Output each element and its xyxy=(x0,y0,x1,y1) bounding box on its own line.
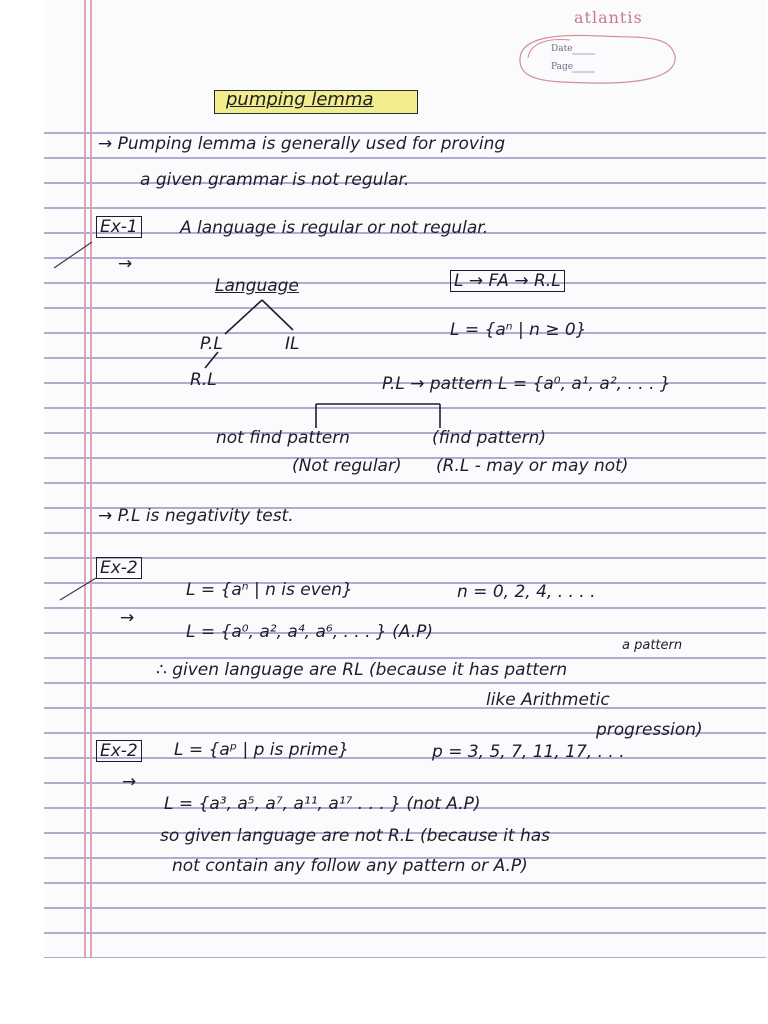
intro-line-1: → Pumping lemma is generally used for proving xyxy=(98,134,506,154)
example-3-label: Ex-2 xyxy=(96,740,142,762)
language-node: Language xyxy=(215,276,299,296)
not-regular-note: (Not regular) xyxy=(292,456,402,476)
example-1-text: A language is regular or not regular. xyxy=(180,218,489,238)
example-2-conclusion-1: ∴ given language are RL (because it has pattern xyxy=(156,660,568,680)
not-find-pattern: not find pattern xyxy=(216,428,350,448)
example-2-n-values: n = 0, 2, 4, . . . . xyxy=(457,582,596,602)
example-3-set: L = {a³, a⁵, a⁷, a¹¹, a¹⁷ . . . } (not A.P) xyxy=(164,794,481,814)
pattern-line: P.L → pattern L = {a⁰, a¹, a², . . . } xyxy=(382,374,671,394)
page-label: Page xyxy=(551,62,574,72)
example-3-conclusion-2: not contain any follow any pattern or A.P) xyxy=(172,856,528,876)
rl-node: R.L xyxy=(190,370,217,390)
flow-box: L → FA → R.L xyxy=(450,270,565,292)
arrow-1: → xyxy=(118,254,133,274)
example-2-conclusion-2: like Arithmetic xyxy=(486,690,610,710)
date-label: Date xyxy=(551,44,573,54)
find-pattern: (find pattern) xyxy=(432,428,546,448)
example-3-language: L = {aᵖ | p is prime} xyxy=(174,740,350,760)
il-node: IL xyxy=(285,334,300,354)
example-2-arrow: → xyxy=(120,608,135,628)
negativity-line: → P.L is negativity test. xyxy=(98,506,294,526)
example-2-language: L = {aⁿ | n is even} xyxy=(186,580,353,600)
page-bottom-background xyxy=(0,958,768,1024)
example-3-arrow: → xyxy=(122,772,137,792)
intro-line-2: a given grammar is not regular. xyxy=(140,170,410,190)
page-title: pumping lemma xyxy=(226,89,374,110)
may-or-may-not-note: (R.L - may or may not) xyxy=(436,456,629,476)
example-2-set: L = {a⁰, a², a⁴, a⁶, . . . } (A.P) xyxy=(186,622,434,642)
example-3-p-values: p = 3, 5, 7, 11, 17, . . . xyxy=(432,742,625,762)
example-2-small-note: a pattern xyxy=(622,638,683,653)
pl-node: P.L xyxy=(200,334,223,354)
example-2-conclusion-3: progression) xyxy=(596,720,703,740)
example-3-conclusion-1: so given language are not R.L (because it has xyxy=(160,826,551,846)
example-1-label: Ex-1 xyxy=(96,216,142,238)
brand-logo: atlantis xyxy=(574,8,643,27)
example-2-label: Ex-2 xyxy=(96,557,142,579)
an-set: L = {aⁿ | n ≥ 0} xyxy=(450,320,587,340)
